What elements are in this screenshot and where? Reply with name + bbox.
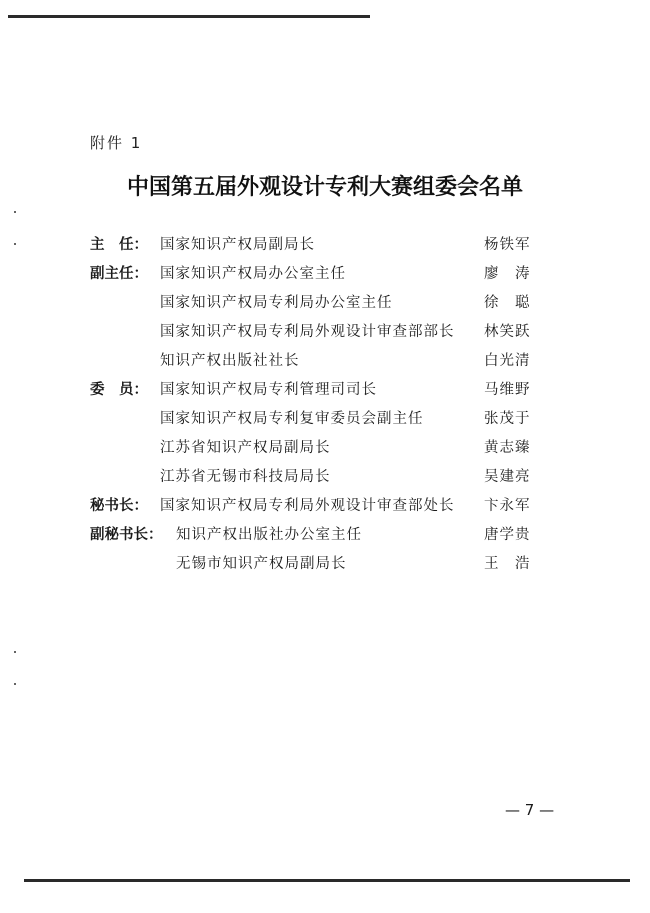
post-title: 无锡市知识产权局副局长: [176, 556, 347, 572]
committee-row: [0, 436, 650, 460]
scan-speck: [14, 211, 16, 213]
person-name: 王 浩: [484, 556, 531, 572]
committee-row: [0, 552, 650, 576]
post-title: 知识产权出版社社长: [160, 353, 300, 369]
person-name: 徐 聪: [484, 295, 531, 311]
committee-row: [0, 349, 650, 373]
committee-row: [0, 378, 650, 402]
attachment-label: 附件 1: [90, 134, 143, 152]
post-title: 国家知识产权局专利局外观设计审查部部长: [160, 324, 455, 340]
committee-row: [0, 407, 650, 431]
post-title: 江苏省知识产权局副局长: [160, 440, 331, 456]
page-number: — 7 —: [505, 801, 555, 819]
post-title: 国家知识产权局办公室主任: [160, 266, 346, 282]
committee-row: [0, 320, 650, 344]
role-label: 主 任：: [90, 237, 148, 253]
committee-row: [0, 233, 650, 257]
person-name: 白光清: [484, 353, 531, 369]
bottom-rule: [24, 879, 630, 882]
scan-speck: [14, 651, 16, 653]
committee-row: [0, 465, 650, 489]
role-label: 秘书长：: [90, 498, 148, 514]
post-title: 国家知识产权局专利复审委员会副主任: [160, 411, 424, 427]
post-title: 知识产权出版社办公室主任: [176, 527, 362, 543]
post-title: 国家知识产权局专利局外观设计审查部处长: [160, 498, 455, 514]
document-title: 中国第五届外观设计专利大赛组委会名单: [126, 174, 523, 200]
person-name: 卞永军: [484, 498, 531, 514]
person-name: 张茂于: [484, 411, 531, 427]
scan-speck: [14, 683, 16, 685]
top-rule: [8, 15, 370, 18]
committee-row: [0, 291, 650, 315]
person-name: 马维野: [484, 382, 531, 398]
person-name: 杨铁军: [484, 237, 531, 253]
post-title: 国家知识产权局专利管理司司长: [160, 382, 377, 398]
role-label: 副秘书长：: [90, 527, 163, 543]
role-label: 副主任：: [90, 266, 148, 282]
person-name: 廖 涛: [484, 266, 531, 282]
role-label: 委 员：: [90, 382, 148, 398]
committee-row: [0, 523, 650, 547]
person-name: 黄志臻: [484, 440, 531, 456]
person-name: 唐学贵: [484, 527, 531, 543]
person-name: 林笑跃: [484, 324, 531, 340]
post-title: 国家知识产权局副局长: [160, 237, 315, 253]
post-title: 江苏省无锡市科技局局长: [160, 469, 331, 485]
committee-row: [0, 494, 650, 518]
committee-row: [0, 262, 650, 286]
person-name: 吴建亮: [484, 469, 531, 485]
post-title: 国家知识产权局专利局办公室主任: [160, 295, 393, 311]
